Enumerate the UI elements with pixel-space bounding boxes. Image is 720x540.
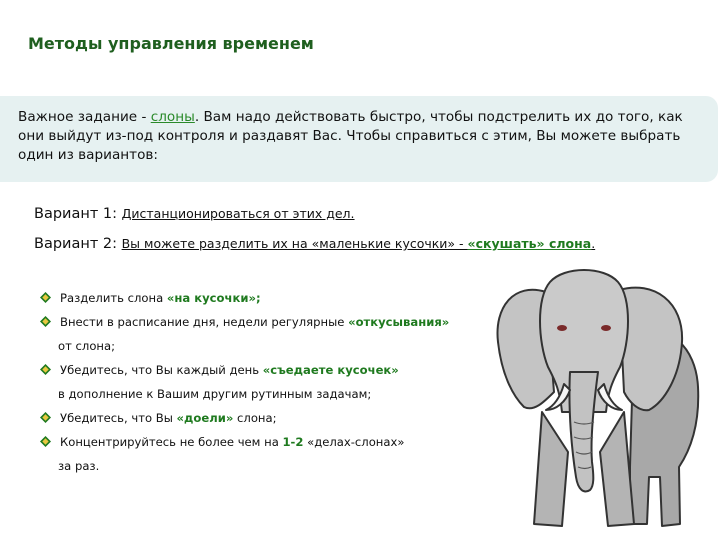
bullet-text-after: «делах-слонах»: [303, 435, 405, 449]
bullet-text: Убедитесь, что Вы каждый день: [60, 363, 263, 377]
bullet-highlight: «съедаете кусочек»: [262, 363, 399, 377]
variant-2: [34, 236, 595, 252]
intro-text-before: Важное задание -: [18, 109, 151, 125]
bullet-highlight: «доели»: [176, 411, 234, 425]
bullet-highlight: «откусывания»: [348, 315, 450, 329]
diamond-bullet-icon: [40, 316, 51, 327]
list-item-continuation: [40, 334, 490, 358]
diamond-bullet-icon: [40, 412, 51, 423]
variant-1: [34, 206, 355, 222]
variant-2-end: .: [591, 236, 596, 251]
list-item: [40, 358, 490, 382]
variant-1-label: Вариант 1:: [34, 206, 122, 222]
list-item: [40, 286, 490, 310]
page-title: Методы управления временем: [28, 34, 314, 53]
bullet-text: Внести в расписание дня, недели регулярные: [60, 315, 349, 329]
bullet-continuation: за раз.: [58, 459, 100, 473]
bullet-continuation: в дополнение к Вашим другим рутинным задачам;: [58, 387, 372, 401]
bullet-text-after: слона;: [233, 411, 277, 425]
elephants-link[interactable]: слоны: [150, 109, 195, 125]
list-item-continuation: [40, 454, 490, 478]
diamond-bullet-icon: [40, 364, 51, 375]
diamond-bullet-icon: [40, 292, 51, 303]
list-item: [40, 430, 490, 454]
list-item: [40, 310, 490, 334]
bullet-list: [40, 286, 490, 478]
variant-2-text: Вы можете разделить их на «маленькие кусочки» -: [121, 236, 468, 251]
elephant-illustration: [484, 262, 706, 538]
variant-2-label: Вариант 2:: [34, 236, 122, 252]
bullet-continuation: от слона;: [58, 339, 116, 353]
intro-text: [18, 108, 706, 165]
bullet-text: Концентрируйтесь не более чем на: [60, 435, 283, 449]
list-item-continuation: [40, 382, 490, 406]
intro-text-after: . Вам надо действовать быстро, чтобы подстрелить их до того, как они выйдут из-под контроля и раздавят Вас. Чтобы справиться с этим, Вы можете выбрать один из вариантов:: [18, 109, 683, 163]
bullet-highlight: «на кусочки»;: [166, 291, 261, 305]
bullet-highlight: 1-2: [282, 435, 304, 449]
variant-2-highlight: «скушать» слона: [467, 236, 592, 251]
list-item: [40, 406, 490, 430]
bullet-text: Убедитесь, что Вы: [60, 411, 177, 425]
bullet-text: Разделить слона: [60, 291, 167, 305]
variant-1-text: Дистанционироваться от этих дел.: [121, 206, 355, 221]
diamond-bullet-icon: [40, 436, 51, 447]
